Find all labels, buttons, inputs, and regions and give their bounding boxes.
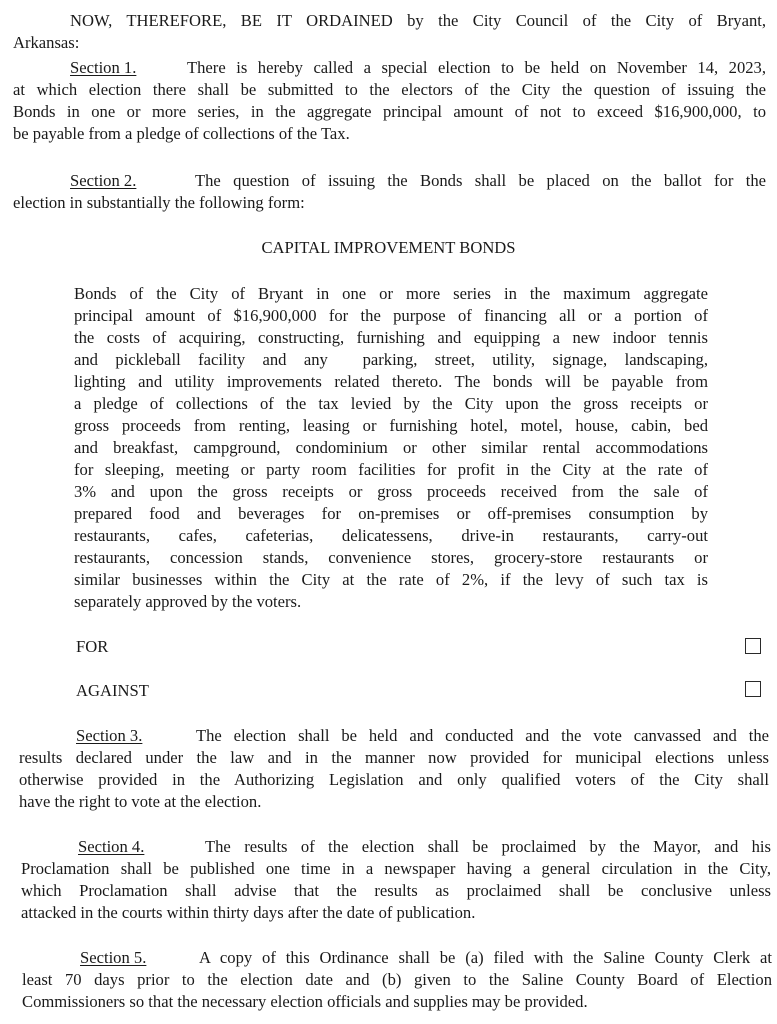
section-5-label <box>80 947 146 969</box>
section-4-heading: Section 4. <box>78 837 145 856</box>
section-4-label <box>78 836 144 858</box>
ballot-line: separately approved by the voters. <box>74 592 302 611</box>
ballot-line: a pledge of collections of the tax levied by the City upon the gross receipts or <box>74 394 708 413</box>
section-3-line: otherwise provided in the Authorizing Legislation and only qualified voters of the City shall <box>19 770 769 789</box>
section-5-line: least 70 days prior to the election date and (b) given to the Saline County Board of Election <box>22 970 772 989</box>
ballot-title: CAPITAL IMPROVEMENT BONDS <box>261 238 516 257</box>
ballot-line: prepared food and beverages for on-premises or off-premises consumption by <box>74 504 708 523</box>
section-2-line: The question of issuing the Bonds shall be placed on the ballot for the <box>195 171 766 190</box>
ballot-option-for-label: FOR <box>76 637 109 656</box>
section-2-heading: Section 2. <box>70 171 137 190</box>
section-2-line: election in substantially the following form: <box>13 193 305 212</box>
ballot-option-for-checkbox[interactable] <box>745 638 761 654</box>
ballot-line: Bonds of the City of Bryant in one or more series in the maximum aggregate <box>74 284 708 303</box>
section-3-line: The election shall be held and conducted and the vote canvassed and the <box>196 726 769 745</box>
preamble-line-1: NOW, THEREFORE, BE IT ORDAINED by the City Council of the City of Bryant, <box>70 11 766 30</box>
ballot-line: and breakfast, campground, condominium or other similar rental accommodations <box>74 438 708 457</box>
section-2-label <box>70 170 136 192</box>
preamble-line-2: Arkansas: <box>13 33 80 52</box>
section-3-heading: Section 3. <box>76 726 143 745</box>
section-4-line: Proclamation shall be published one time in a newspaper having a general circulation in the City, <box>21 859 771 878</box>
section-1-line: Bonds in one or more series, in the aggregate principal amount of not to exceed $16,900,000, to <box>13 102 766 121</box>
ballot-line: restaurants, concession stands, convenience stores, grocery-store restaurants or <box>74 548 708 567</box>
ballot-option-against-label: AGAINST <box>76 681 149 700</box>
section-1-line: There is hereby called a special election to be held on November 14, 2023, <box>187 58 766 77</box>
section-4-line: attacked in the courts within thirty days after the date of publication. <box>21 903 476 922</box>
section-1-line: at which election there shall be submitted to the electors of the City the question of issuing the <box>13 80 766 99</box>
ballot-line: similar businesses within the City at the rate of 2%, if the levy of such tax is <box>74 570 708 589</box>
ballot-option-against-checkbox[interactable] <box>745 681 761 697</box>
section-1-heading: Section 1. <box>70 58 137 77</box>
section-3-line: have the right to vote at the election. <box>19 792 262 811</box>
ballot-line: the costs of acquiring, constructing, furnishing and equipping a new indoor tennis <box>74 328 708 347</box>
ballot-line: principal amount of $16,900,000 for the purpose of financing all or a portion of <box>74 306 708 325</box>
ballot-line: restaurants, cafes, cafeterias, delicatessens, drive-in restaurants, carry-out <box>74 526 708 545</box>
ballot-line: for sleeping, meeting or party room facilities for profit in the City at the rate of <box>74 460 708 479</box>
section-1-label <box>70 57 136 79</box>
section-1-line: be payable from a pledge of collections of the Tax. <box>13 124 350 143</box>
section-5-line: A copy of this Ordinance shall be (a) filed with the Saline County Clerk at <box>199 948 772 967</box>
ballot-line: gross proceeds from renting, leasing or furnishing hotel, motel, house, cabin, bed <box>74 416 708 435</box>
section-5-line: Commissioners so that the necessary election officials and supplies may be provided. <box>22 992 588 1011</box>
section-4-line: The results of the election shall be proclaimed by the Mayor, and his <box>205 837 771 856</box>
section-4-line: which Proclamation shall advise that the results as proclaimed shall be conclusive unless <box>21 881 771 900</box>
ballot-line: 3% and upon the gross receipts or gross proceeds received from the sale of <box>74 482 708 501</box>
ballot-line: and pickleball facility and any parking, street, utility, signage, landscaping, <box>74 350 708 369</box>
section-5-heading: Section 5. <box>80 948 147 967</box>
ballot-line: lighting and utility improvements related thereto. The bonds will be payable from <box>74 372 708 391</box>
section-3-line: results declared under the law and in the manner now provided for municipal elections unless <box>19 748 769 767</box>
section-3-label <box>76 725 142 747</box>
